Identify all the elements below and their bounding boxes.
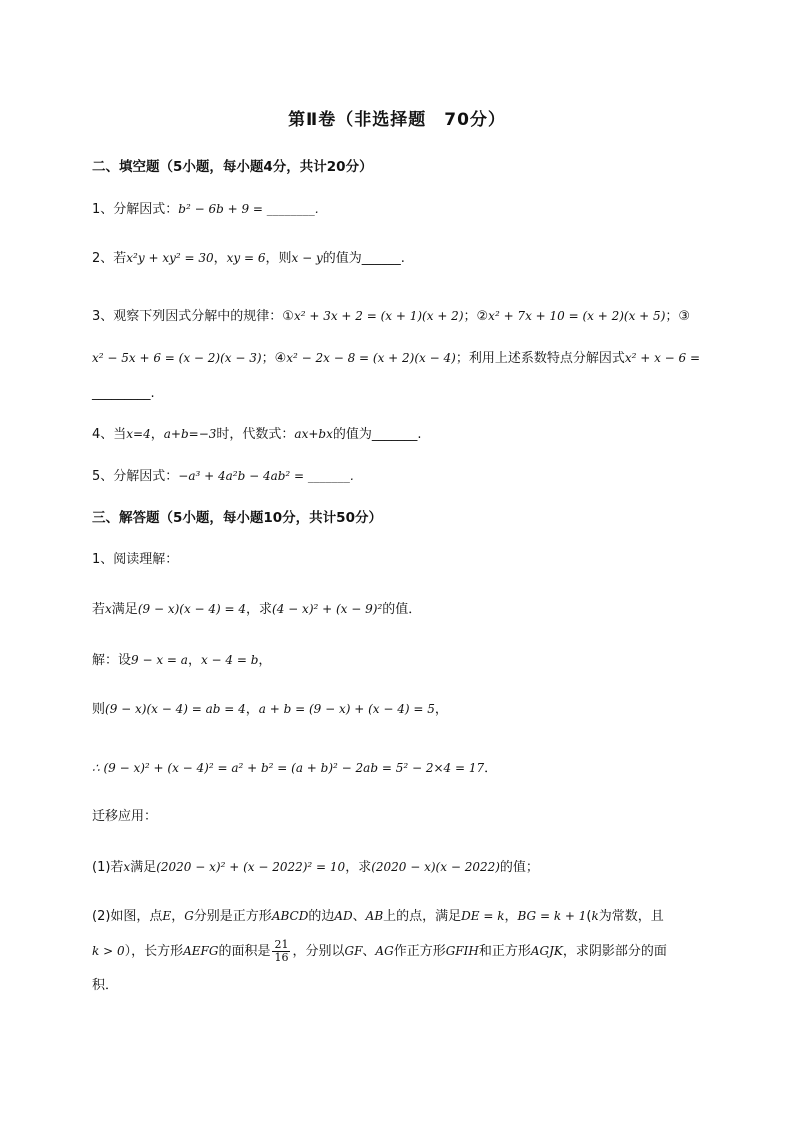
q3-example-3: x² − 5x + 6 = (x − 2)(x − 3) (92, 351, 262, 365)
q3-prefix: 3、观察下列因式分解中的规律：① (92, 309, 294, 324)
p2-text-e: 、 (352, 909, 366, 924)
p2-text-l2e: 作正方形 (393, 944, 446, 959)
q3-target-expression: x² + x − 6 = (624, 351, 701, 365)
p2-text-d: 的边 (308, 909, 335, 924)
q3-example-4: x² − 2x − 8 = (x + 2)(x − 4) (286, 351, 456, 365)
part-2-line-3: 积． (92, 978, 119, 993)
p2-text-l2d: 、 (362, 944, 376, 959)
p2-point-e: E (162, 909, 172, 923)
answer-question-1-title: 1、阅读理解： (92, 552, 179, 567)
fill-question-3-line-3: _________. (92, 386, 155, 401)
part-2-line-2 (92, 938, 712, 965)
p2-square-abcd: ABCD (271, 909, 309, 923)
cond-prefix: 若 (92, 602, 106, 617)
p2-text-g: ， (504, 909, 518, 924)
q3-separator-3: ；④ (261, 351, 287, 366)
q4-prefix: 4、当 (92, 427, 127, 442)
p1-variable: x (123, 860, 131, 874)
cond-mid: 满足 (111, 602, 138, 617)
fraction-numerator: 21 (274, 938, 289, 951)
q2-expression-1: x²y + xy² = 30 (126, 251, 214, 265)
q3-instruction: ；利用上述系数特点分解因式 (455, 351, 625, 366)
p2-text-c: 分别是正方形 (193, 909, 272, 924)
q4-mid2: 时，代数式： (216, 427, 295, 442)
sol-prefix: 解：设 (92, 653, 132, 668)
q3-separator-2: ；③ (665, 309, 691, 324)
part-1-line (92, 858, 712, 877)
p1-suffix: 的值； (499, 860, 539, 875)
therefore-end: ． (484, 761, 498, 776)
fill-question-5 (92, 467, 712, 486)
q2-mid2: ，则 (265, 251, 292, 266)
p2-text-l2b: 的面积是 (218, 944, 271, 959)
paper-title: 第Ⅱ卷（非选择题 70分） (288, 110, 506, 130)
p2-rect-aefg: AEFG (183, 944, 219, 958)
solution-line (92, 651, 712, 670)
p2-k: k (591, 909, 599, 923)
therefore-expression: ∴ (9 − x)² + (x − 4)² = a² + b² = (a + b)² − 2ab = 5² − 2×4 = 17 (92, 761, 485, 775)
q4-suffix: 的值为_______. (332, 427, 422, 442)
p1-mid2: ，求 (345, 860, 372, 875)
sol-mid: ， (187, 653, 201, 668)
p2-square-gfih: GFIH (445, 944, 479, 958)
q2-prefix: 2、若 (92, 251, 127, 266)
fill-question-1 (92, 200, 712, 219)
fill-question-4 (92, 425, 712, 444)
p1-expression: (2020 − x)² + (x − 2022)² = 10 (156, 860, 346, 874)
then-prefix: 则 (92, 702, 106, 717)
q2-expression-3: x − y (291, 251, 323, 265)
sol-end: ， (258, 653, 272, 668)
p2-text-a: (2)如图，点 (92, 909, 163, 924)
q2-mid: ， (213, 251, 227, 266)
p2-point-g: G (184, 909, 194, 923)
q3-separator: ；② (463, 309, 489, 324)
fraction-denominator: 16 (274, 951, 289, 964)
migrate-heading: 迁移应用： (92, 809, 158, 824)
part-2-line-1 (92, 907, 712, 926)
section-3-heading: 三、解答题（5小题，每小题10分，共计50分） (92, 510, 382, 526)
q4-expression-1: x=4 (126, 427, 151, 441)
p2-de-expression: DE = k (461, 909, 505, 923)
p1-mid: 满足 (130, 860, 157, 875)
p2-bg-expression: BG = k + 1 (517, 909, 587, 923)
q1-expression: b² − 6b + 9 = ________. (178, 202, 319, 216)
p2-text-l2g: ，求阴影部分的面 (562, 944, 667, 959)
q5-expression: −a³ + 4a²b − 4ab² = _______. (178, 469, 354, 483)
then-expression-2: a + b = (9 − x) + (x − 4) = 5 (258, 702, 435, 716)
p2-text-b: ， (171, 909, 185, 924)
section-2-heading: 二、填空题（5小题，每小题4分，共计20分） (92, 159, 373, 175)
q1-prefix: 1、分解因式： (92, 202, 179, 217)
p2-text-i: 为常数，且 (598, 909, 664, 924)
p2-side-ab: AB (365, 909, 384, 923)
fill-question-3-line-2 (92, 349, 712, 368)
then-expression-1: (9 − x)(x − 4) = ab = 4 (105, 702, 246, 716)
q4-mid: ， (150, 427, 164, 442)
p2-side-ag: AG (375, 944, 394, 958)
fill-question-2 (92, 249, 712, 268)
p2-text-l2a: ），长方形 (124, 944, 184, 959)
cond-target: (4 − x)² + (x − 9)² (272, 602, 383, 616)
then-line (92, 700, 712, 719)
q3-example-2: x² + 7x + 10 = (x + 2)(x + 5) (488, 309, 666, 323)
p2-side-ad: AD (334, 909, 353, 923)
condition-line (92, 600, 712, 619)
p2-square-agjk: AGJK (530, 944, 563, 958)
p2-text-l2c: ，分别以 (292, 944, 345, 959)
p2-side-gf: GF (344, 944, 363, 958)
sol-expression-1: 9 − x = a (131, 653, 188, 667)
cond-suffix: 的值． (382, 602, 422, 617)
q2-expression-2: xy = 6 (226, 251, 266, 265)
then-end: ， (434, 702, 448, 717)
p2-area-fraction (272, 939, 290, 964)
q4-expression-3: ax+bx (294, 427, 333, 441)
q3-example-1: x² + 3x + 2 = (x + 1)(x + 2) (293, 309, 464, 323)
p1-prefix: (1)若 (92, 860, 124, 875)
q5-prefix: 5、分解因式： (92, 469, 179, 484)
sol-expression-2: x − 4 = b (200, 653, 259, 667)
p1-target: (2020 − x)(x − 2022) (371, 860, 500, 874)
p2-k-condition: k > 0 (92, 944, 125, 958)
q2-suffix: 的值为______. (322, 251, 405, 266)
cond-variable: x (105, 602, 112, 616)
p2-text-l2f: 和正方形 (478, 944, 531, 959)
cond-mid2: ，求 (246, 602, 273, 617)
q4-expression-2: a+b=−3 (163, 427, 217, 441)
fill-question-3-line-1 (92, 307, 712, 326)
then-mid: ， (245, 702, 259, 717)
p2-text-f: 上的点，满足 (383, 909, 462, 924)
p2-text-h: ( (586, 909, 592, 924)
therefore-line (92, 759, 712, 778)
cond-expression: (9 − x)(x − 4) = 4 (137, 602, 247, 616)
